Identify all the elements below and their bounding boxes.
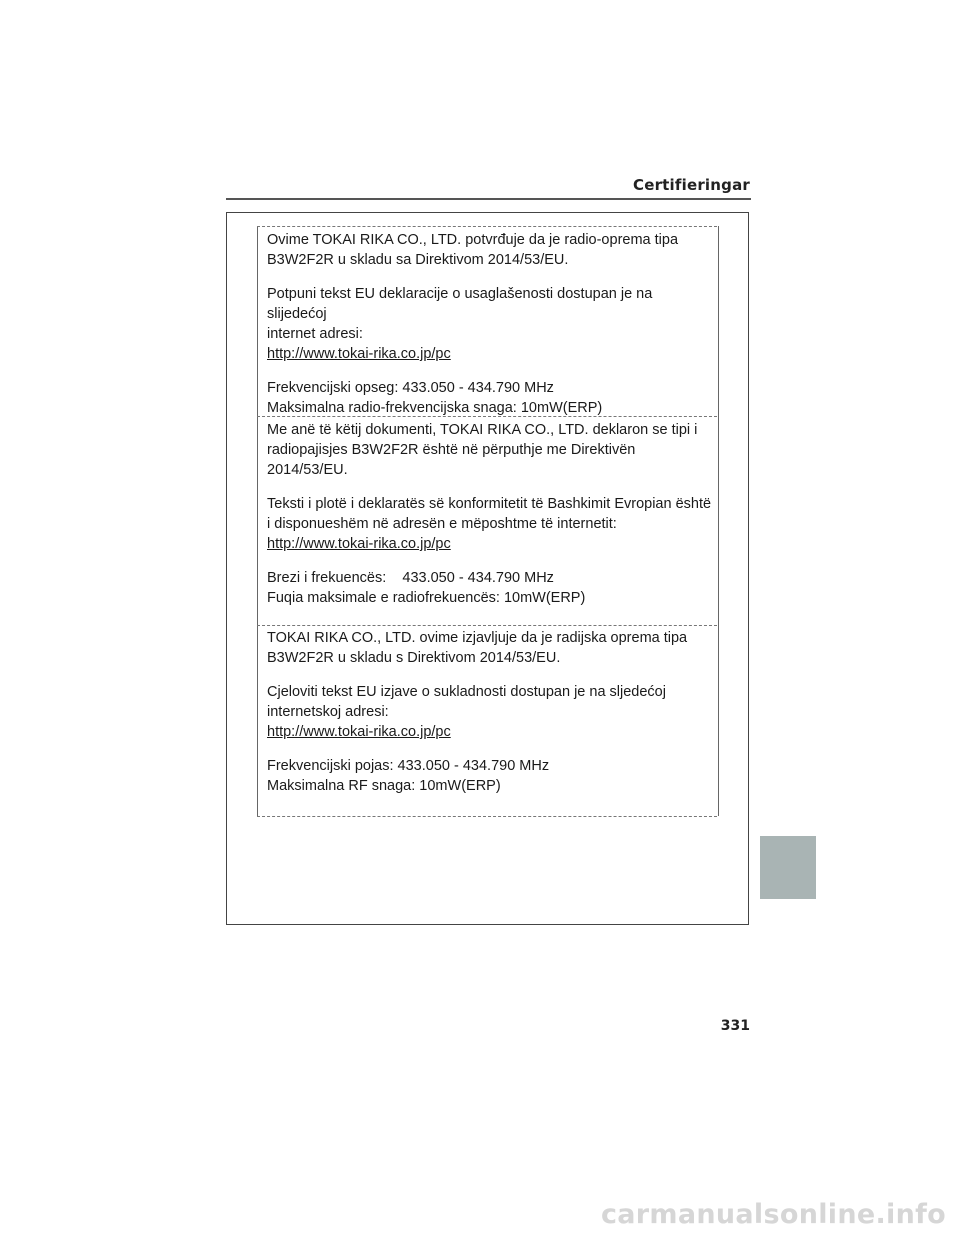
declaration-block-bosnian <box>267 230 712 418</box>
declaration-line: radiopajisjes B3W2F2R është në përputhje me Direktivën <box>267 442 636 458</box>
declaration-block-croatian <box>267 628 712 796</box>
declaration-line: TOKAI RIKA CO., LTD. ovime izjavljuje da je radijska oprema tipa <box>267 630 688 646</box>
chapter-tab <box>760 836 816 899</box>
declaration-url-link[interactable]: http://www.tokai-rika.co.jp/pc <box>267 724 451 740</box>
declaration-block-albanian <box>267 420 712 608</box>
declaration-line: internetskoj adresi: <box>267 704 389 720</box>
declaration-line: Potpuni tekst EU deklaracije o usaglašenosti dostupan je na slijedećoj <box>267 286 653 322</box>
declaration-divider-2 <box>257 625 717 626</box>
header-divider <box>226 198 751 200</box>
declaration-line: B3W2F2R u skladu sa Direktivom 2014/53/EU. <box>267 252 569 268</box>
declaration-line: internet adresi: <box>267 326 363 342</box>
declaration-url-link[interactable]: http://www.tokai-rika.co.jp/pc <box>267 346 451 362</box>
declaration-line: Cjeloviti tekst EU izjave o sukladnosti dostupan je na sljedećoj <box>267 684 666 700</box>
section-title: Certifieringar <box>632 176 750 194</box>
declaration-top-border <box>257 226 717 227</box>
declaration-line: i disponueshëm në adresën e mëposhtme të internetit: <box>267 516 617 532</box>
declaration-line: Maksimalna RF snaga: 10mW(ERP) <box>267 778 501 794</box>
declaration-line: Frekvencijski opseg: 433.050 - 434.790 MHz <box>267 380 554 396</box>
declaration-line: Me anë të këtij dokumenti, TOKAI RIKA CO., LTD. deklaron se tipi i <box>267 422 698 438</box>
declaration-line: Teksti i plotë i deklaratës së konformitetit të Bashkimit Evropian është <box>267 496 712 512</box>
declaration-line: Fuqia maksimale e radiofrekuencës: 10mW(ERP) <box>267 590 586 606</box>
declaration-line: Ovime TOKAI RIKA CO., LTD. potvrđuje da je radio-oprema tipa <box>267 232 679 248</box>
declaration-line: Brezi i frekuencës: 433.050 - 434.790 MHz <box>267 570 554 586</box>
declaration-line: Frekvencijski pojas: 433.050 - 434.790 MHz <box>267 758 550 774</box>
page-number: 331 <box>720 1018 750 1034</box>
declaration-bottom-border <box>257 816 717 817</box>
declaration-line: 2014/53/EU. <box>267 462 348 478</box>
declaration-url-link[interactable]: http://www.tokai-rika.co.jp/pc <box>267 536 451 552</box>
watermark: carmanualsonline.info <box>600 1199 946 1230</box>
declaration-line: B3W2F2R u skladu s Direktivom 2014/53/EU. <box>267 650 561 666</box>
declaration-line: Maksimalna radio-frekvencijska snaga: 10mW(ERP) <box>267 400 603 416</box>
